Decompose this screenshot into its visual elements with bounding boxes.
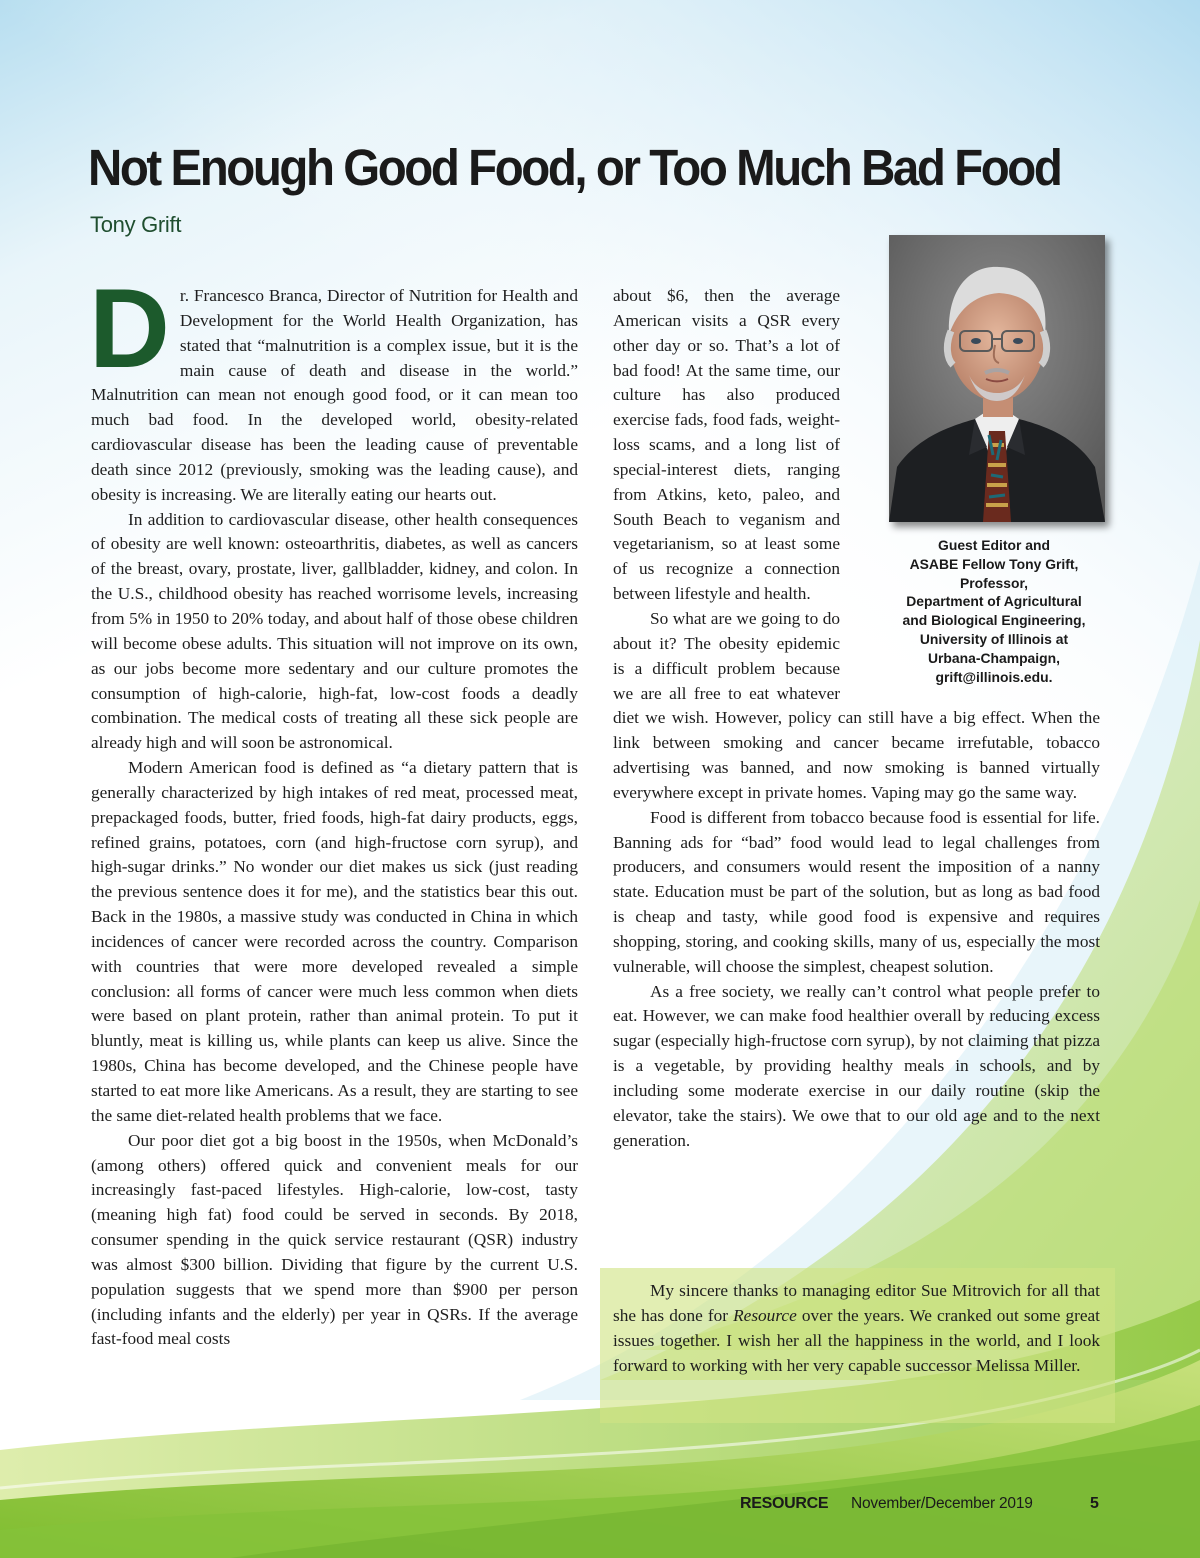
- article-title: Not Enough Good Food, or Too Much Bad Food: [88, 139, 1061, 196]
- caption-line: Urbana-Champaign,: [928, 649, 1060, 666]
- paragraph-7: Food is different from tobacco because food is essential for life. Banning ads for “bad” food would lead to legal challenges from producers, and consumers would resent the imposition of a nanny state. Education must be part of the solution, but as long as bad food is cheap and tasty, while good food is expensive and requires shopping, storing, and cooking skills, many of us, especially the most vulnerable, will choose the simplest, cheapest solution.: [613, 807, 1100, 976]
- paragraph-1: [89, 266, 578, 508]
- drop-cap: D: [89, 266, 170, 391]
- paragraph-2: In addition to cardiovascular disease, other health consequences of obesity are well known: osteoarthritis, diabetes, as well as cancers of the breast, ovary, prostate, liver, gallbladder, kidney, and colon. In the U.S., childhood obesity has reached worrisome levels, increasing from 5% in 1950 to 20% today, and about half of those obese children will become obese adults. This situation will not improve on its own, as our jobs become more sedentary and our culture promotes the consumption of high-calorie, high-fat, low-cost foods a deadly combination. The medical costs of treating all these sick people are already high and will soon be astronomical.: [91, 509, 578, 753]
- paragraph-1-text: r. Francesco Branca, Director of Nutrition for Health and Development for the World Health Organization, has stated that “malnutrition is a complex issue, but it is the main cause of death and disease in the world.” Malnutrition can mean not enough good food, or it can mean too much bad food. In the developed world, obesity-related cardiovascular disease has been the leading cause of preventable death since 2012 (previously, smoking was the leading cause), and obesity is increasing. We are literally eating our hearts out.: [91, 286, 578, 504]
- paragraph-6: So what are we going to do about it? The obesity epidemic is a difficult problem because we are all free to eat whatever diet we wish. However, policy can still have a big effect. When the link between smoking and cancer became irrefutable, tobacco advertising was banned, and now smoking is banned virtually everywhere except in private homes. Vaping may go the same way.: [613, 608, 1100, 802]
- paragraph-8: As a free society, we really can’t control what people prefer to eat. However, we can make food healthier overall by reducing excess sugar (especially high-fructose corn syrup), by not claiming that pizza is a vegetable, by providing healthy meals in schools, and by including some moderate exercise in our daily routine (skip the elevator, take the stairs). We owe that to our old age and to the next generation.: [613, 981, 1100, 1150]
- paragraph-3: Modern American food is defined as “a dietary pattern that is generally characterized by high intakes of red meat, processed meat, prepackaged foods, butter, fried foods, high-fat dairy products, eggs, refined grains, potatoes, corn (and high-fructose corn syrup), and high-sugar drinks.” No wonder our diet makes us sick (just reading the previous sentence does it for me), and the statistics bear this out. Back in the 1980s, a massive study was conducted in China in which incidences of cancer were recorded across the country. Comparison with countries that were more developed revealed a simple conclusion: all forms of cancer were much less common when diets were based on plant protein, rather than animal protein. To put it bluntly, meat is killing us, while plants can keep us alive. Since the 1980s, China has become developed, and the Chinese people have started to eat more like Americans. As a result, they are starting to see the same diet-related health problems that we face.: [91, 758, 578, 1125]
- caption-line: Professor,: [960, 574, 1028, 591]
- footer-magazine-name: RESOURCE: [740, 1495, 829, 1512]
- page-number: 5: [1090, 1495, 1099, 1512]
- photo-caption: [881, 536, 1107, 686]
- caption-line: University of Illinois at: [919, 630, 1069, 647]
- footer-issue-date: November/December 2019: [851, 1495, 1033, 1512]
- caption-email: grift@illinois.edu.: [935, 668, 1053, 685]
- caption-line: Guest Editor and: [938, 537, 1050, 553]
- author-byline: Tony Grift: [90, 212, 182, 237]
- page-footer: [0, 1495, 1200, 1517]
- caption-line: ASABE Fellow Tony Grift,: [909, 555, 1079, 572]
- author-photo: [889, 235, 1105, 522]
- acknowledgement-paragraph: [613, 1279, 1100, 1378]
- paragraph-5: about $6, then the average American visits a QSR every other day or so. That’s a lot of bad food! At the same time, our culture has also produced exercise fads, food fads, weight-loss scams, and a long list of special-interest diets, ranging from Atkins, keto, paleo, and South Beach to veganism and vegetarianism, so at least some of us recognize a connection between lifestyle and health.: [613, 286, 840, 604]
- acknowledgement-text-end: over the years. We cranked out some great issues together. I wish her all the happiness in the world, and I look forward to working with her very capable successor Melissa Miller.: [613, 1305, 1100, 1375]
- acknowledgement-text: [613, 1279, 1100, 1378]
- left-column: [89, 266, 578, 1352]
- paragraph-4: Our poor diet got a big boost in the 1950s, when McDonald’s (among others) offered quick and convenient meals for our increasingly fast-paced lifestyles. High-calorie, low-cost, tasty (meaning high fat) food could be served in seconds. By 2018, consumer spending in the quick service restaurant (QSR) industry was almost $300 billion. Dividing that figure by the current U.S. population suggests that we spend more than $900 per person (including infants and the elderly) per year in QSRs. If the average fast-food meal costs: [91, 1130, 578, 1349]
- acknowledgement-box: [600, 1268, 1115, 1423]
- caption-line: Department of Agricultural: [906, 593, 1082, 610]
- caption-line: and Biological Engineering,: [902, 612, 1086, 629]
- magazine-name-italic: Resource: [733, 1305, 797, 1325]
- acknowledgement-text-start: My sincere thanks to managing editor Sue Mitrovich for all that she has done for: [613, 1281, 1100, 1325]
